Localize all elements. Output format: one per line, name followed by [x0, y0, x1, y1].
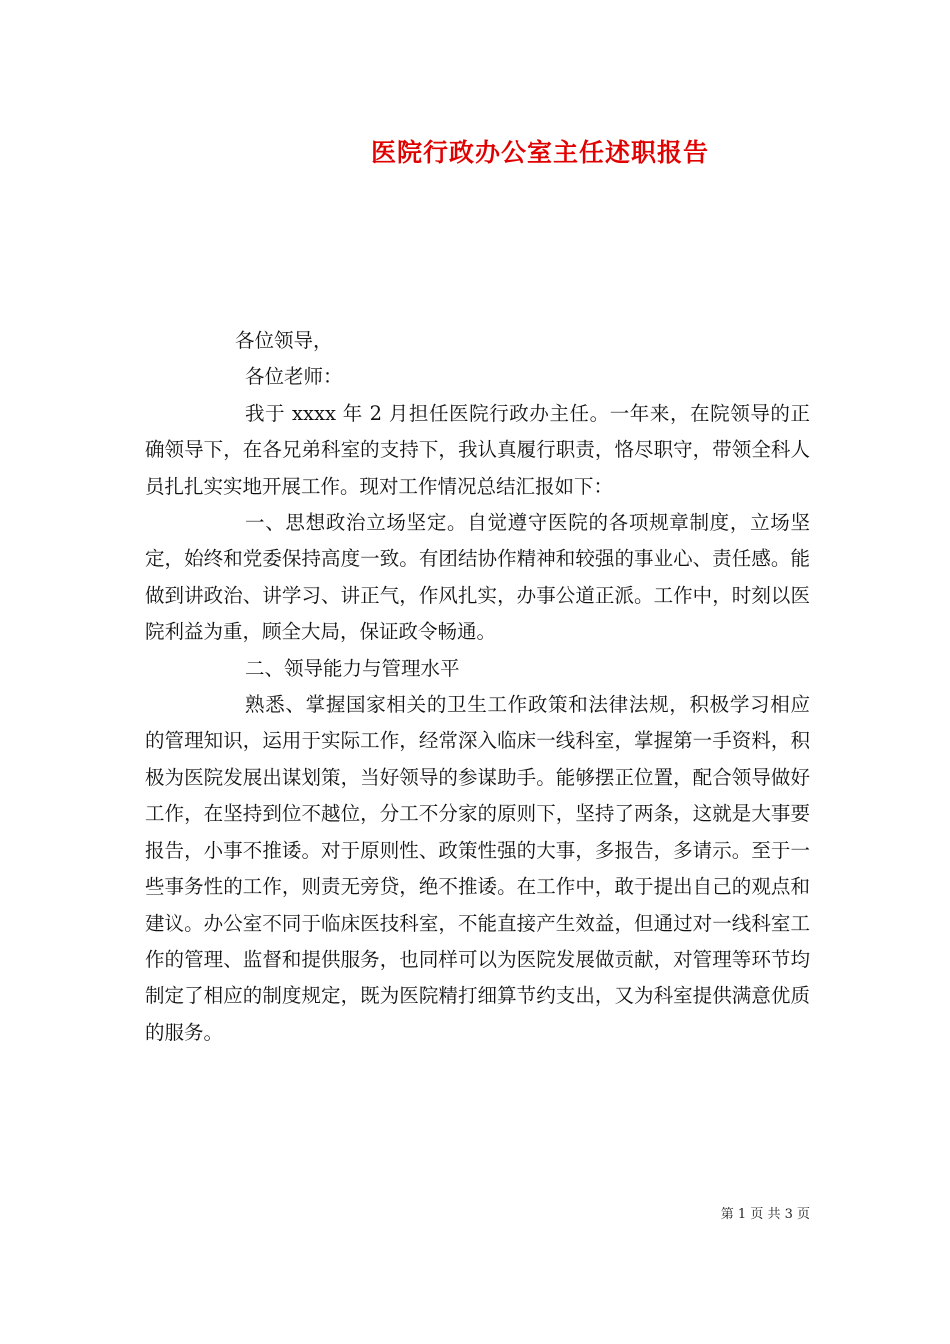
section-heading-2: 二、领导能力与管理水平	[245, 656, 460, 680]
page-footer: 第 1 页 共 3 页	[720, 1207, 810, 1222]
document-body	[145, 323, 810, 1051]
document-title: 医院行政办公室主任述职报告	[370, 138, 709, 167]
salutation-teachers: 各位老师：	[245, 365, 343, 389]
salutation-leaders: 各位领导，	[235, 329, 333, 352]
paragraph-intro: 我于 xxxx 年 2 月担任医院行政办主任。一年来，在院领导的正确领导下，在各兄弟科室的支持下，我认真履行职责，恪尽职守，带领全科人员扎扎实实地开展工作。现对工作情况总结汇报如下：	[145, 401, 810, 498]
paragraph-section-2: 熟悉、掌握国家相关的卫生工作政策和法律法规，积极学习相应的管理知识，运用于实际工作，经常深入临床一线科室，掌握第一手资料，积极为医院发展出谋划策，当好领导的参谋助手。能够摆正位置，配合领导做好工作，在坚持到位不越位，分工不分家的原则下，坚持了两条，这就是大事要报告，小事不推诿。对于原则性、政策性强的大事，多报告，多请示。至于一些事务性的工作，则责无旁贷，绝不推诿。在工作中，敢于提出自己的观点和建议。办公室不同于临床医技科室，不能直接产生效益，但通过对一线科室工作的管理、监督和提供服务，也同样可以为医院发展做贡献，对管理等环节均制定了相应的制度规定，既为医院精打细算节约支出，又为科室提供满意优质的服务。	[145, 693, 810, 1044]
paragraph-section-1: 一、思想政治立场坚定。自觉遵守医院的各项规章制度，立场坚定，始终和党委保持高度一致。有团结协作精神和较强的事业心、责任感。能做到讲政治、讲学习、讲正气，作风扎实，办事公道正派。工作中，时刻以医院利益为重，顾全大局，保证政令畅通。	[145, 511, 810, 644]
